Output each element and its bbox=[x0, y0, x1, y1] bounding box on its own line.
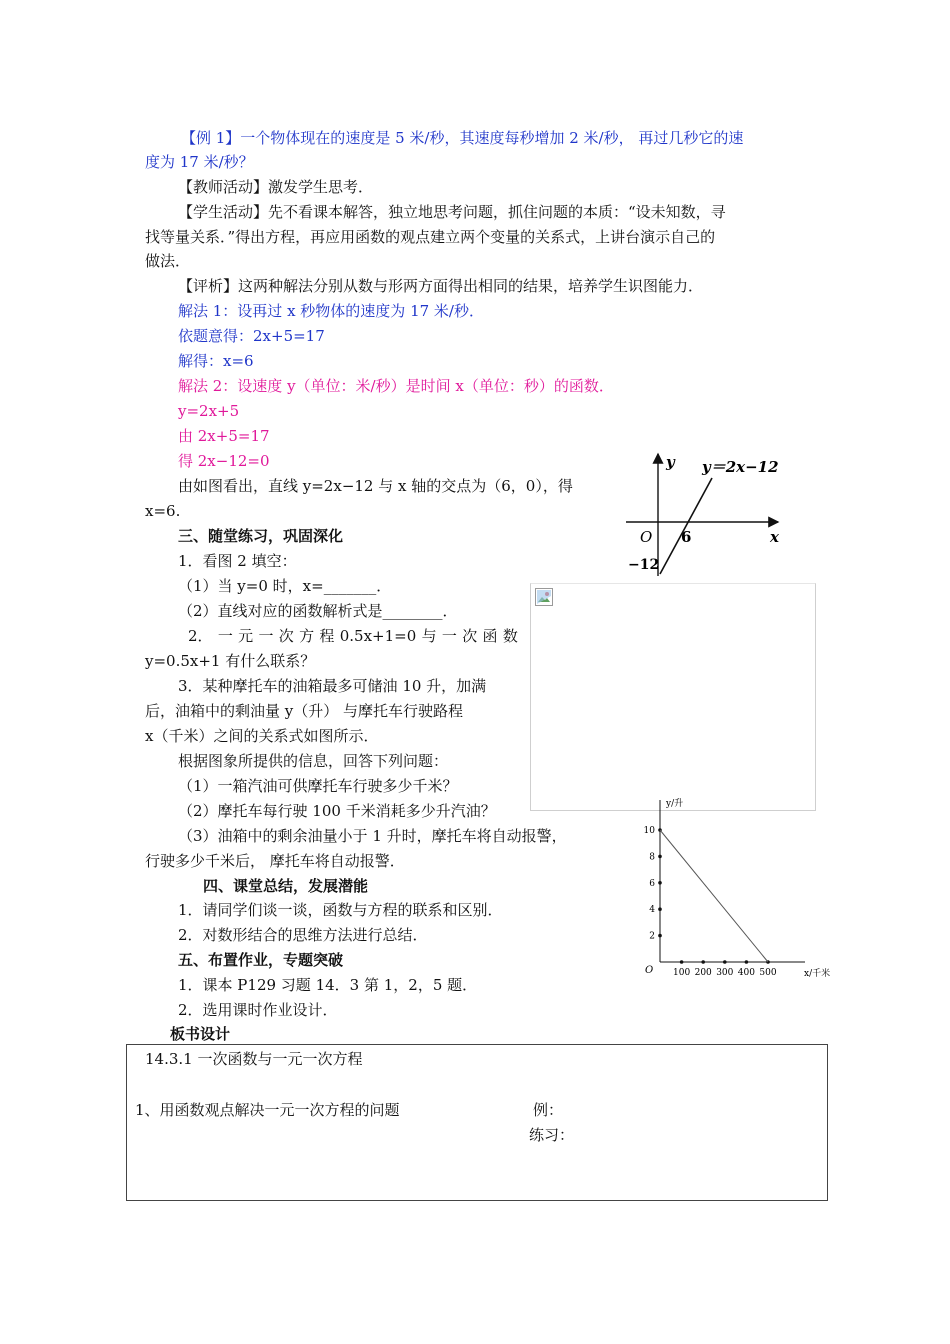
section3-q1-2: （2）直线对应的函数解析式是________． bbox=[178, 602, 458, 620]
board-point1: 1、用函数观点解决一元一次方程的问题 bbox=[135, 1101, 400, 1119]
linear-function-graph bbox=[620, 448, 790, 578]
x-tick-dot-200 bbox=[701, 960, 705, 964]
y-tick-label-6: 6 bbox=[649, 878, 655, 889]
x-tick-dot-300 bbox=[723, 960, 727, 964]
origin-label: O bbox=[640, 528, 653, 546]
board-example-label: 例： bbox=[533, 1101, 564, 1119]
section3-q3-1: （1）一箱汽油可供摩托车行驶多少千米？ bbox=[178, 777, 458, 795]
series-line-0 bbox=[660, 830, 768, 962]
broken-image-icon bbox=[535, 588, 553, 606]
x-tick-label-300: 300 bbox=[716, 968, 734, 978]
function-line bbox=[660, 478, 712, 574]
section4-item2: 2．对数形结合的思维方法进行总结． bbox=[178, 926, 428, 944]
y-tick-dot-2 bbox=[658, 934, 662, 938]
board-title: 14.3.1 一次函数与一元一次方程 bbox=[145, 1050, 363, 1068]
fuel-chart bbox=[640, 790, 840, 985]
section3-q3-intro: 根据图象所提供的信息，回答下列问题： bbox=[178, 752, 449, 770]
y-tick-label-8: 8 bbox=[649, 852, 655, 863]
section3-heading: 三、随堂练习，巩固深化 bbox=[178, 527, 344, 545]
section3-q3-2: （2）摩托车每行驶 100 千米消耗多少升汽油？ bbox=[178, 802, 496, 820]
section4-item1: 1．请同学们谈一谈，函数与方程的联系和区别． bbox=[178, 901, 503, 919]
section3-q1: 1．看图 2 填空： bbox=[178, 552, 297, 570]
x-tick-label-500: 500 bbox=[759, 968, 777, 978]
solution2-line4: 得 2x−12=0 bbox=[178, 452, 270, 470]
section3-q3-3-line1: （3）油箱中的剩余油量小于 1 升时，摩托车将自动报警， bbox=[178, 827, 567, 845]
section3-q3-3-line2: 行驶多少千米后， 摩托车将自动报警． bbox=[145, 852, 405, 870]
chart-ylabel: y/升 bbox=[666, 799, 684, 809]
solution1-line2: 依题意得：2x+5=17 bbox=[178, 327, 325, 345]
section5-item1: 1．课本 P129 习题 14．3 第 1，2，5 题． bbox=[178, 976, 478, 994]
x-tick-label-100: 100 bbox=[673, 968, 691, 978]
y-tick-dot-4 bbox=[658, 907, 662, 911]
student-activity-line3: 做法． bbox=[145, 252, 191, 270]
section5-item2: 2．选用课时作业设计． bbox=[178, 1001, 338, 1019]
y-tick-dot-8 bbox=[658, 855, 662, 859]
x-tick-dot-100 bbox=[680, 960, 684, 964]
section3-q1-1: （1）当 y=0 时，x=_______． bbox=[178, 577, 392, 595]
board-practice-label: 练习： bbox=[529, 1126, 575, 1144]
section3-q2-line2: y=0.5x+1 有什么联系？ bbox=[145, 652, 316, 670]
section3-q3-line3: x（千米）之间的关系式如图所示． bbox=[145, 727, 379, 745]
chart-xlabel: x/千米 bbox=[804, 969, 831, 979]
x-tick-label-400: 400 bbox=[737, 968, 755, 978]
graph-conclusion-line1: 由如图看出，直线 y=2x−12 与 x 轴的交点为（6，0），得 bbox=[178, 477, 573, 495]
chart-origin: O bbox=[645, 965, 654, 976]
y-tick-label-4: 4 bbox=[649, 905, 655, 916]
y-tick-dot-6 bbox=[658, 881, 662, 885]
example-line2: 度为 17 米/秒？ bbox=[145, 153, 254, 171]
section5-heading: 五、布置作业，专题突破 bbox=[178, 951, 344, 969]
y-tick-label-10: 10 bbox=[643, 826, 655, 836]
section3-q3-line1: 3．某种摩托车的油箱最多可储油 10 升，加满 bbox=[178, 677, 487, 695]
x-tick-dot-400 bbox=[745, 960, 749, 964]
comment: 【评析】这两种解法分别从数与形两方面得出相同的结果，培养学生识图能力． bbox=[178, 277, 704, 295]
y-axis-label: y bbox=[666, 453, 675, 471]
equation-label: y＝2x−12 bbox=[702, 458, 779, 476]
x-tick-label-200: 200 bbox=[694, 968, 712, 978]
example-line1: 【例 1】一个物体现在的速度是 5 米/秒，其速度每秒增加 2 米/秒， 再过几秒它的速 bbox=[181, 129, 744, 147]
board-design-box bbox=[126, 1044, 828, 1201]
solution2-line3: 由 2x+5=17 bbox=[178, 427, 270, 445]
x-intercept-label: 6 bbox=[681, 528, 692, 546]
section3-q3-line2: 后，油箱中的剩油量 y（升） 与摩托车行驶路程 bbox=[145, 702, 464, 720]
y-intercept-label: −12 bbox=[628, 557, 660, 573]
graph-conclusion-line2: x=6. bbox=[145, 502, 181, 520]
student-activity-line1: 【学生活动】先不看课本解答，独立地思考问题，抓住问题的本质：“设未知数，寻 bbox=[178, 203, 726, 221]
section3-q2-line1: 2． 一 元 一 次 方 程 0.5x+1=0 与 一 次 函 数 bbox=[188, 627, 518, 645]
solution2-line2: y=2x+5 bbox=[178, 402, 240, 420]
x-axis-label: x bbox=[770, 528, 779, 546]
board-heading: 板书设计 bbox=[170, 1025, 231, 1043]
y-tick-label-2: 2 bbox=[649, 931, 655, 942]
solution2-line1: 解法 2：设速度 y（单位：米/秒）是时间 x（单位：秒）的函数． bbox=[178, 377, 614, 395]
student-activity-line2: 找等量关系．”得出方程，再应用函数的观点建立两个变量的关系式，上讲台演示自己的 bbox=[145, 228, 716, 246]
section4-heading: 四、课堂总结，发展潜能 bbox=[203, 877, 369, 895]
teacher-activity: 【教师活动】激发学生思考． bbox=[178, 178, 374, 196]
solution1-line1: 解法 1：设再过 x 秒物体的速度为 17 米/秒． bbox=[178, 302, 484, 320]
broken-image-placeholder bbox=[530, 583, 816, 811]
solution1-line3: 解得：x=6 bbox=[178, 352, 254, 370]
